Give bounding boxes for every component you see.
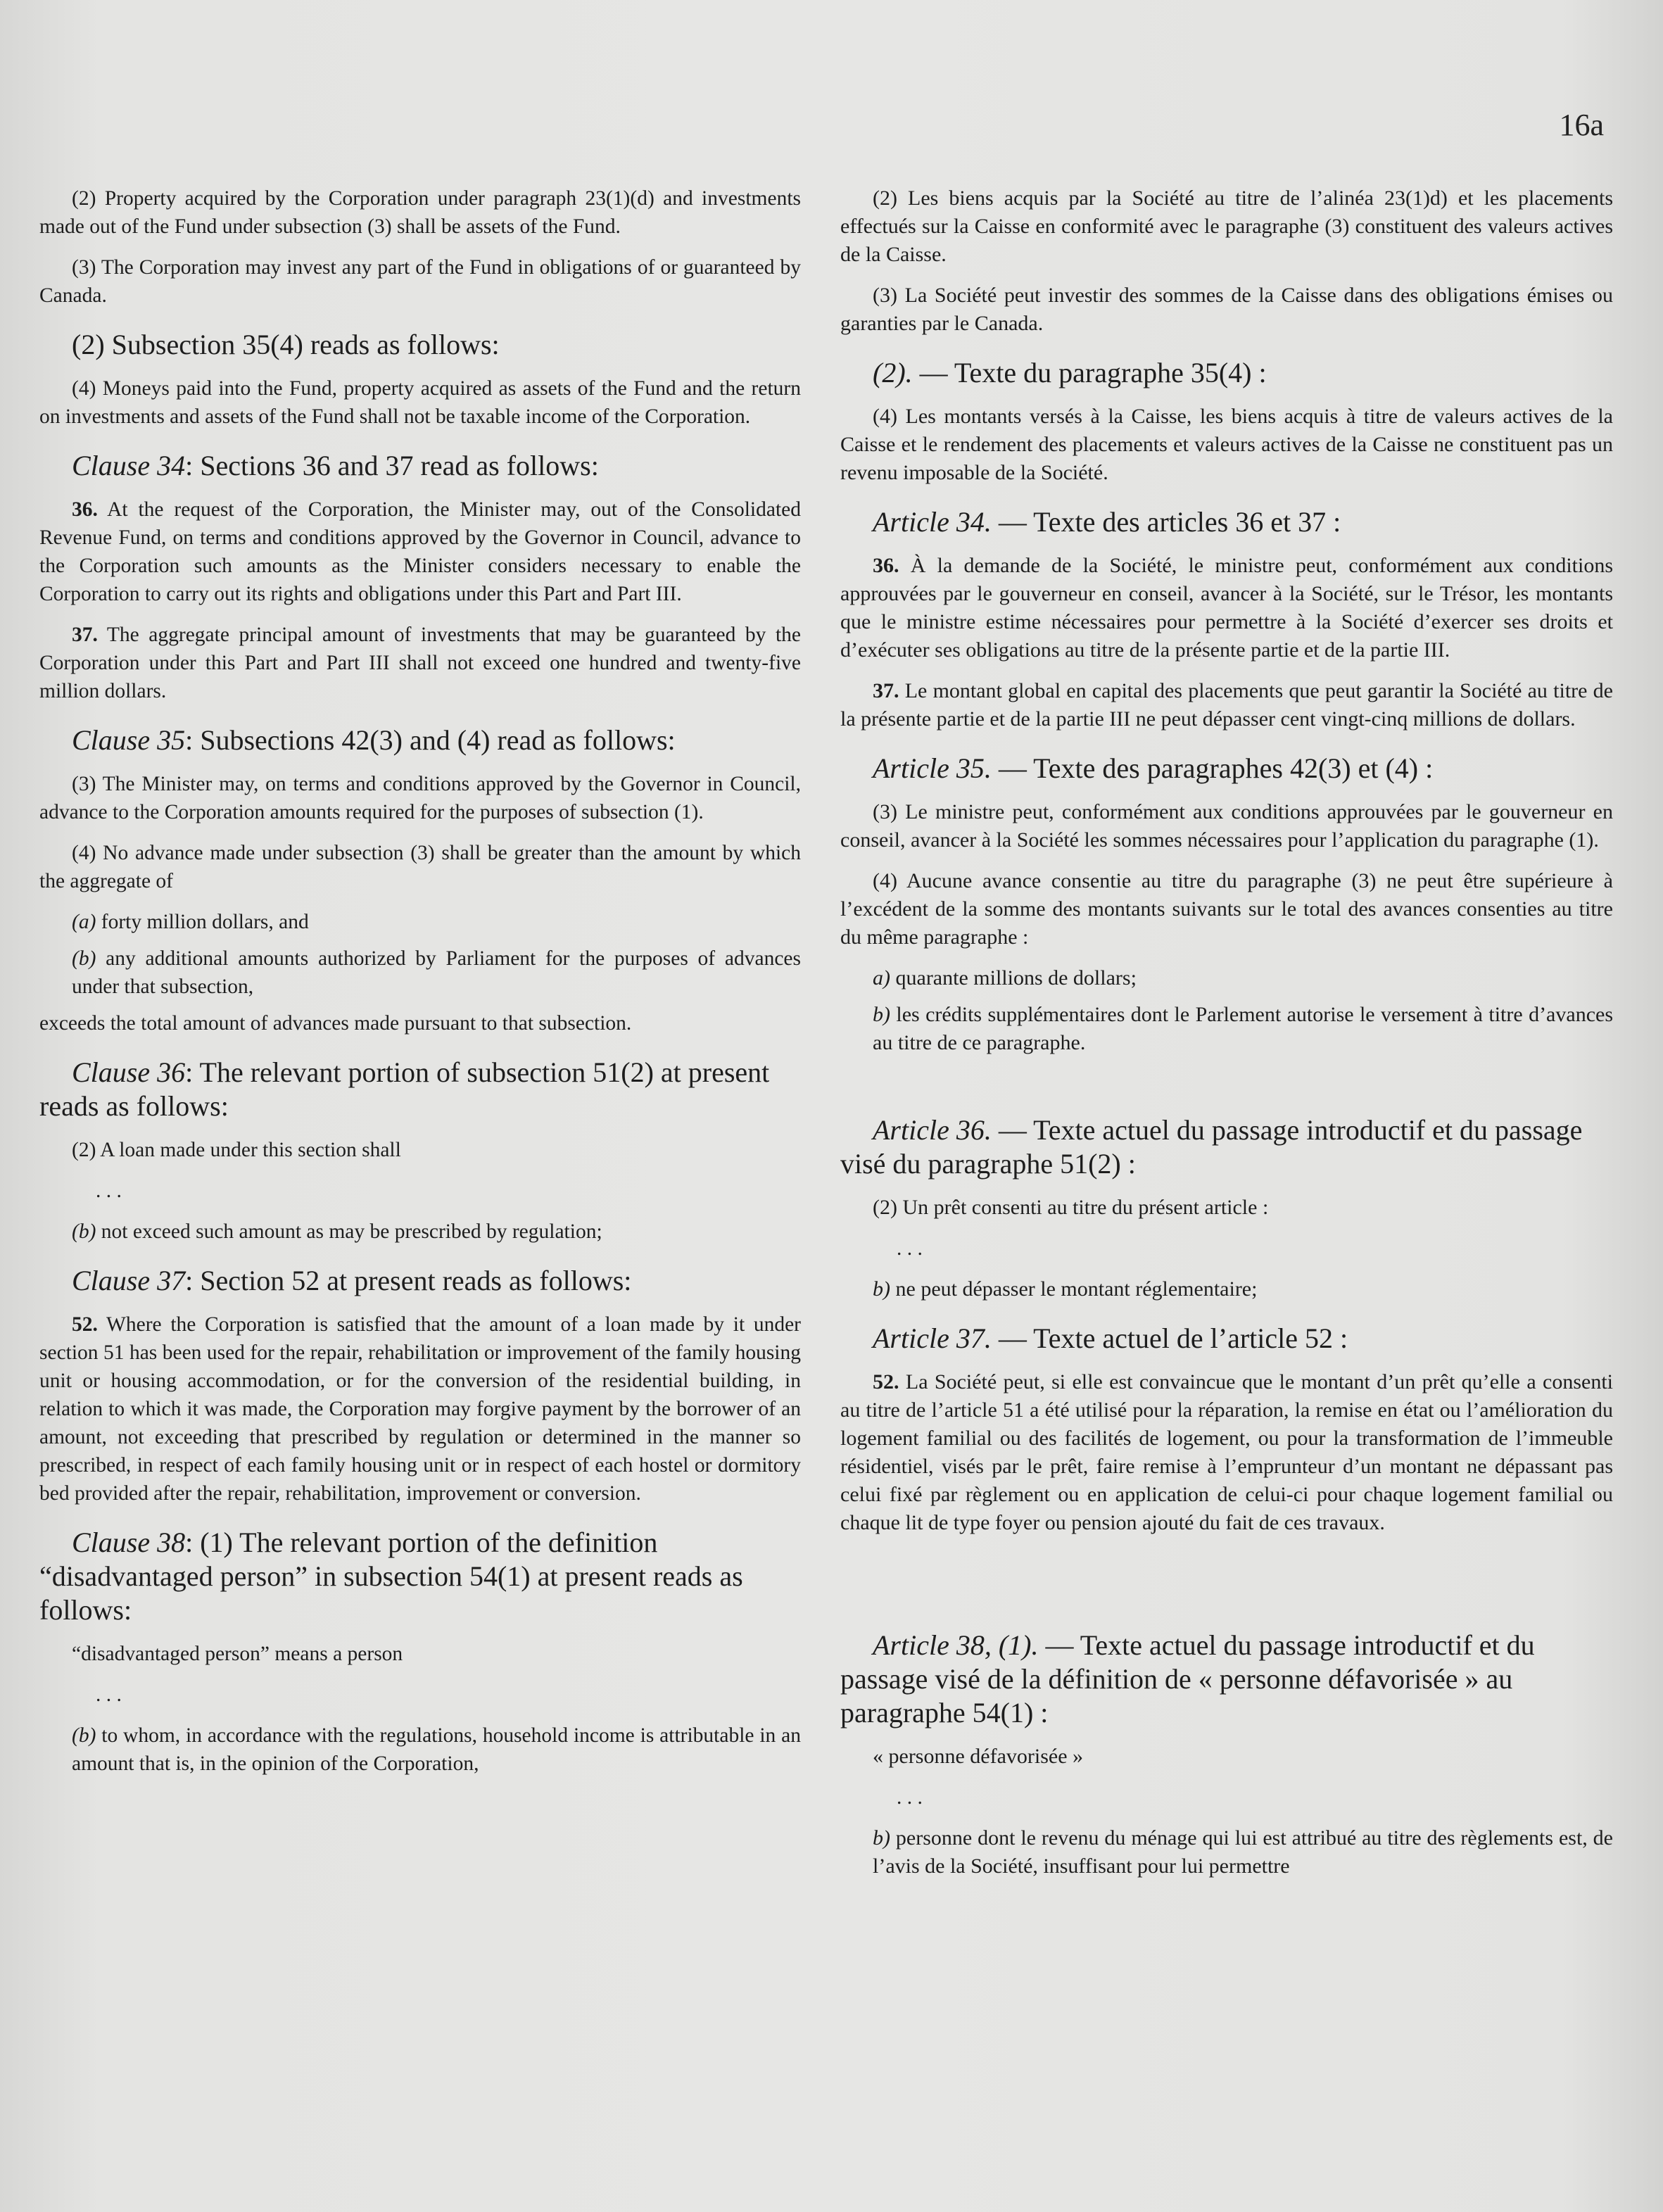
paragraph: (2) A loan made under this section shall (72, 1139, 401, 1161)
section-paragraph (840, 677, 1613, 733)
paragraph: (2) Un prêt consenti au titre du présent article : (873, 1196, 1269, 1219)
heading-text: — Texte actuel de l’article 52 : (991, 1322, 1348, 1354)
paragraph: “disadvantaged person” means a person (72, 1643, 403, 1665)
heading-text: : Subsections 42(3) and (4) read as follows: (185, 724, 676, 756)
section-number: 36. (873, 554, 899, 577)
section-heading (39, 1056, 801, 1123)
spacer (840, 1550, 1613, 1610)
paragraph: (2) Property acquired by the Corporation under paragraph 23(1)(d) and investments made out of the Fund under subsection (3) shall be assets of the Fund. (39, 187, 801, 238)
section-heading (39, 1526, 801, 1627)
paragraph: (3) La Société peut investir des sommes de la Caisse dans des obligations émises ou garanties par le Canada. (840, 284, 1613, 335)
section-number: 52. (72, 1313, 98, 1336)
article-label: Article 34. (873, 506, 992, 538)
section-text: The aggregate principal amount of investments that may be guaranteed by the Corporation under this Part and Part III shall not exceed one hundred and twenty-five million dollars. (39, 624, 801, 702)
item-text: personne dont le revenu du ménage qui lui est attribué au titre des règlements est, de l’avis de la Société, insuffisant pour lui permettre (873, 1826, 1613, 1878)
ellipsis: . . . (897, 1237, 923, 1260)
article-label: Article 38, (1). (873, 1629, 1039, 1661)
paragraph: (3) The Minister may, on terms and conditions approved by the Governor in Council, advance to the Corporation amounts required for the purposes of subsection (1). (39, 773, 801, 823)
heading-text: : The relevant portion of subsection 51(2) at present reads as follows: (39, 1056, 770, 1122)
section-heading (840, 1113, 1613, 1181)
ellipsis: . . . (897, 1786, 923, 1809)
item-text: les crédits supplémentaires dont le Parlement autorise le versement à titre d’avances au titre de ce paragraphe. (873, 1003, 1613, 1054)
section-number: 37. (72, 624, 98, 646)
section-text: À la demande de la Société, le ministre peut, conformément aux conditions approuvées par le gouverneur en conseil, avancer à la Société, sur le Trésor, les montants que le ministre estime nécessaires pour permettre à la Société d’exercer ses droits et d’exécuter ses obligations au titre de la présente partie et de la partie III. (840, 554, 1613, 662)
item-letter: (b) (72, 947, 96, 970)
list-item (840, 1001, 1613, 1057)
section-paragraph (39, 495, 801, 608)
section-number: 52. (873, 1370, 899, 1393)
section-heading: (2) Subsection 35(4) reads as follows: (72, 329, 500, 360)
item-text: ne peut dépasser le montant réglementaire; (890, 1277, 1258, 1301)
section-number: 36. (72, 498, 98, 521)
heading-text: : (1) The relevant portion of the definition “disadvantaged person” in subsection 54(1) at present reads as follows: (39, 1527, 743, 1626)
section-number: 37. (873, 679, 899, 702)
section-heading (39, 723, 801, 757)
paragraph: (2) Les biens acquis par la Société au titre de l’alinéa 23(1)d) et les placements effectués sur la Caisse en conformité avec le paragraphe (3) constituent des valeurs actives de la Caisse. (840, 187, 1613, 266)
paragraph: exceeds the total amount of advances made pursuant to that subsection. (39, 1012, 632, 1035)
section-text: Where the Corporation is satisfied that the amount of a loan made by it under section 51 has been used for the repair, rehabilitation or improvement of the family housing unit or housing accommodation, or for the conversion of the residential building, in relation to which it was made, the Corporation may forgive payment by the borrower of an amount, not exceeding that prescribed by regulation or determined in the manner so prescribed, in respect of each family housing unit or in respect of each hostel or dormitory bed provided after the repair, rehabilitation, improvement or conversion. (39, 1313, 801, 1505)
english-column (39, 184, 801, 1786)
section-text: La Société peut, si elle est convaincue que le montant d’un prêt qu’elle a consenti au titre de l’article 51 a été utilisé pour la réparation, la remise en état ou l’amélioration du logement familial ou des facilités de logement, ou pour la transformation de l’immeuble résidentiel, visés par le prêt, faire remise à l’emprunteur d’un montant ne dépassant pas celui fixé par règlement ou en application de celui-ci pour chaque logement familial ou chaque lit de type foyer ou pension ajouté du fait de ces travaux. (840, 1370, 1613, 1534)
heading-text: — Texte actuel du passage introductif et du passage visé du paragraphe 51(2) : (840, 1114, 1583, 1180)
item-letter: (b) (72, 1724, 96, 1747)
paragraph: (3) Le ministre peut, conformément aux conditions approuvées par le gouverneur en conseil, avancer à la Société les sommes nécessaires pour l’application du paragraphe (1). (840, 800, 1613, 852)
item-letter: a) (873, 966, 890, 990)
paragraph: (4) Aucune avance consentie au titre du paragraphe (3) ne peut être supérieure à l’excédent de la somme des montants suivants sur le total des avances consenties au titre du même paragraphe : (840, 869, 1613, 949)
list-item (39, 1721, 801, 1778)
article-label: Article 37. (873, 1322, 992, 1354)
heading-text: — Texte des paragraphes 42(3) et (4) : (991, 752, 1434, 784)
section-heading (39, 449, 801, 483)
item-text: any additional amounts authorized by Parliament for the purposes of advances under that subsection, (72, 947, 801, 998)
paragraph: (4) Moneys paid into the Fund, property acquired as assets of the Fund and the return on investments and assets of the Fund shall not be taxable income of the Corporation. (39, 377, 801, 428)
item-letter: b) (873, 1277, 890, 1301)
heading-text: : Section 52 at present reads as follows: (185, 1265, 632, 1296)
spacer (840, 1066, 1613, 1095)
item-letter: (b) (72, 1220, 96, 1243)
section-heading (840, 356, 1613, 390)
heading-text: — Texte du paragraphe 35(4) : (912, 357, 1267, 388)
section-heading (840, 752, 1613, 785)
ellipsis: . . . (96, 1683, 122, 1706)
paragraph (840, 1275, 1613, 1303)
item-text: quarante millions de dollars; (890, 966, 1137, 990)
list-item (840, 1824, 1613, 1881)
paragraph (39, 1218, 801, 1246)
section-heading (840, 505, 1613, 539)
heading-text: — Texte des articles 36 et 37 : (991, 506, 1341, 538)
clause-label: Clause 34 (72, 450, 186, 481)
section-heading (840, 1629, 1613, 1730)
clause-label: Clause 35 (72, 724, 186, 756)
item-letter: b) (873, 1003, 890, 1026)
section-paragraph (840, 1368, 1613, 1537)
list-item (840, 964, 1613, 992)
list-item (39, 944, 801, 1001)
section-paragraph (840, 552, 1613, 664)
section-heading (39, 1264, 801, 1298)
list-item (39, 908, 801, 936)
paragraph: (4) Les montants versés à la Caisse, les biens acquis à titre de valeurs actives de la Caisse et le rendement des placements et valeurs actives de la Caisse ne constituent pas un revenu imposable de la Société. (840, 405, 1613, 484)
article-label: Article 36. (873, 1114, 992, 1146)
french-column (840, 184, 1613, 1889)
heading-text: — Texte actuel du passage introductif et du passage visé de la définition de « personne défavorisée » au paragraphe 54(1) : (840, 1629, 1535, 1728)
article-label: (2). (873, 357, 913, 388)
item-text: forty million dollars, and (96, 911, 309, 933)
section-paragraph (39, 1310, 801, 1508)
ellipsis: . . . (96, 1180, 122, 1202)
page-number: 16a (1559, 108, 1604, 142)
clause-label: Clause 37 (72, 1265, 186, 1296)
clause-label: Clause 38 (72, 1527, 186, 1558)
paragraph: « personne défavorisée » (873, 1745, 1084, 1768)
item-text: to whom, in accordance with the regulations, household income is attributable in an amount that is, in the opinion of the Corporation, (72, 1724, 801, 1775)
article-label: Article 35. (873, 752, 992, 784)
section-text: Le montant global en capital des placements que peut garantir la Société au titre de la présente partie et de la partie III ne peut dépasser cent vingt-cinq millions de dollars. (840, 679, 1613, 731)
section-heading (840, 1322, 1613, 1355)
item-text: not exceed such amount as may be prescribed by regulation; (96, 1220, 602, 1243)
paragraph: (3) The Corporation may invest any part of the Fund in obligations of or guaranteed by Canada. (39, 256, 801, 307)
item-letter: (a) (72, 911, 96, 933)
heading-text: : Sections 36 and 37 read as follows: (185, 450, 599, 481)
section-text: At the request of the Corporation, the Minister may, out of the Consolidated Revenue Fund, on terms and conditions approved by the Governor in Council, advance to the Corporation such amounts as the Minister considers necessary to enable the Corporation to carry out its rights and obligations under this Part and Part III. (39, 498, 801, 605)
paragraph: (4) No advance made under subsection (3) shall be greater than the amount by which the aggregate of (39, 842, 801, 892)
clause-label: Clause 36 (72, 1056, 186, 1088)
section-paragraph (39, 621, 801, 705)
item-letter: b) (873, 1826, 890, 1850)
